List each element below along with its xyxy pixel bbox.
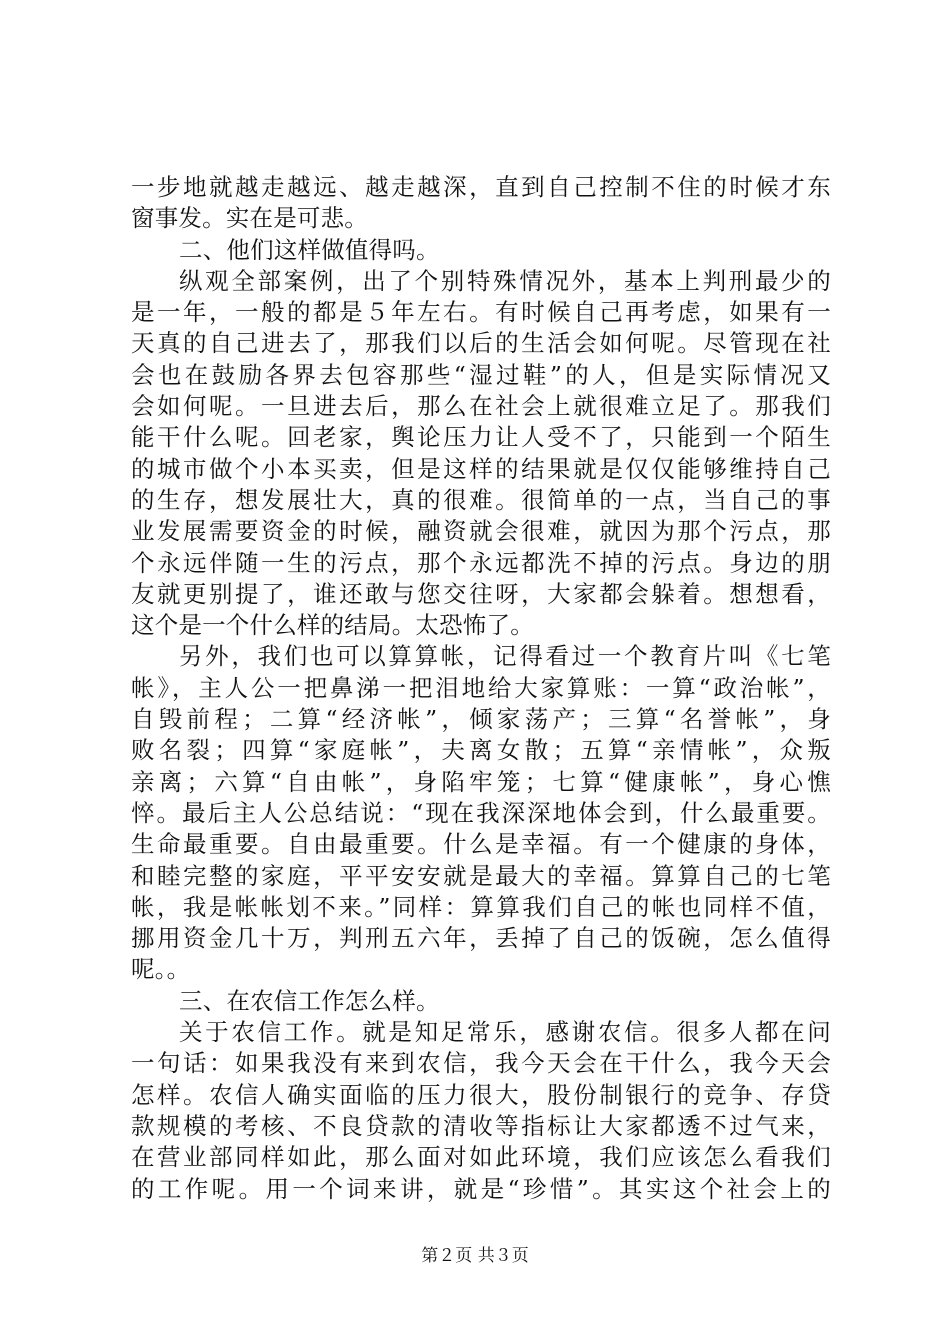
text-line: 的城市做个小本买卖，但是这样的结果就是仅仅能够维持自己 xyxy=(131,454,831,483)
document-body xyxy=(131,172,831,1205)
text-line: 天真的自己进去了，那我们以后的生活会如何呢。尽管现在社 xyxy=(131,329,831,358)
text-line: 是一年，一般的都是５年左右。有时候自己再考虑，如果有一 xyxy=(131,298,831,327)
text-line: 怎样。农信人确实面临的压力很大，股份制银行的竞争、存贷 xyxy=(131,1080,831,1109)
text-line: 的生存，想发展壮大，真的很难。很简单的一点，当自己的事 xyxy=(131,485,831,514)
text-line: 悴。最后主人公总结说：“现在我深深地体会到，什么最重要。 xyxy=(131,798,831,827)
text-line: 业发展需要资金的时候，融资就会很难，就因为那个污点，那 xyxy=(131,517,831,546)
text-line: 能干什么呢。回老家，舆论压力让人受不了，只能到一个陌生 xyxy=(131,423,831,452)
text-line: 关于农信工作。就是知足常乐，感谢农信。很多人都在问 xyxy=(179,1018,831,1047)
text-line: 一句话：如果我没有来到农信，我今天会在干什么，我今天会 xyxy=(131,1049,831,1078)
text-line: 自毁前程；二算“经济帐”，倾家荡产；三算“名誉帐”，身 xyxy=(131,705,831,734)
text-line: 窗事发。实在是可悲。 xyxy=(131,204,368,233)
text-line: 另外，我们也可以算算帐，记得看过一个教育片叫《七笔 xyxy=(179,642,831,671)
text-line: 败名裂；四算“家庭帐”，夫离女散；五算“亲情帐”，众叛 xyxy=(131,736,831,765)
text-line: 帐》，主人公一把鼻涕一把泪地给大家算账：一算“政治帐”， xyxy=(131,673,831,702)
text-line: 亲离；六算“自由帐”，身陷牢笼；七算“健康帐”，身心憔 xyxy=(131,767,831,796)
text-line: 帐，我是帐帐划不来。”同样：算算我们自己的帐也同样不值， xyxy=(131,892,831,921)
text-line: 款规模的考核、不良贷款的清收等指标让大家都透不过气来， xyxy=(131,1111,831,1140)
text-line: 二、他们这样做值得吗。 xyxy=(179,235,440,264)
text-line: 在营业部同样如此，那么面对如此环境，我们应该怎么看我们 xyxy=(131,1143,831,1172)
text-line: 和睦完整的家庭，平平安安就是最大的幸福。算算自己的七笔 xyxy=(131,861,831,890)
text-line: 纵观全部案例，出了个别特殊情况外，基本上判刑最少的 xyxy=(179,266,831,295)
page-footer: 第２页 共３页 xyxy=(421,1246,529,1266)
text-line: 的工作呢。用一个词来讲，就是“珍惜”。其实这个社会上的 xyxy=(131,1174,831,1203)
text-line: 挪用资金几十万，判刑五六年，丢掉了自己的饭碗，怎么值得 xyxy=(131,924,831,953)
text-line: 三、在农信工作怎么样。 xyxy=(179,986,440,1015)
text-line: 生命最重要。自由最重要。什么是幸福。有一个健康的身体， xyxy=(131,830,831,859)
text-line: 个永远伴随一生的污点，那个永远都洗不掉的污点。身边的朋 xyxy=(131,548,831,577)
text-line: 会也在鼓励各界去包容那些“湿过鞋”的人，但是实际情况又 xyxy=(131,360,831,389)
text-line: 友就更别提了，谁还敢与您交往呀，大家都会躲着。想想看， xyxy=(131,579,831,608)
text-line: 会如何呢。一旦进去后，那么在社会上就很难立足了。那我们 xyxy=(131,392,831,421)
text-line: 一步地就越走越远、越走越深，直到自己控制不住的时候才东 xyxy=(131,173,831,201)
text-line: 呢。。 xyxy=(131,955,191,984)
text-line: 这个是一个什么样的结局。太恐怖了。 xyxy=(131,611,534,640)
